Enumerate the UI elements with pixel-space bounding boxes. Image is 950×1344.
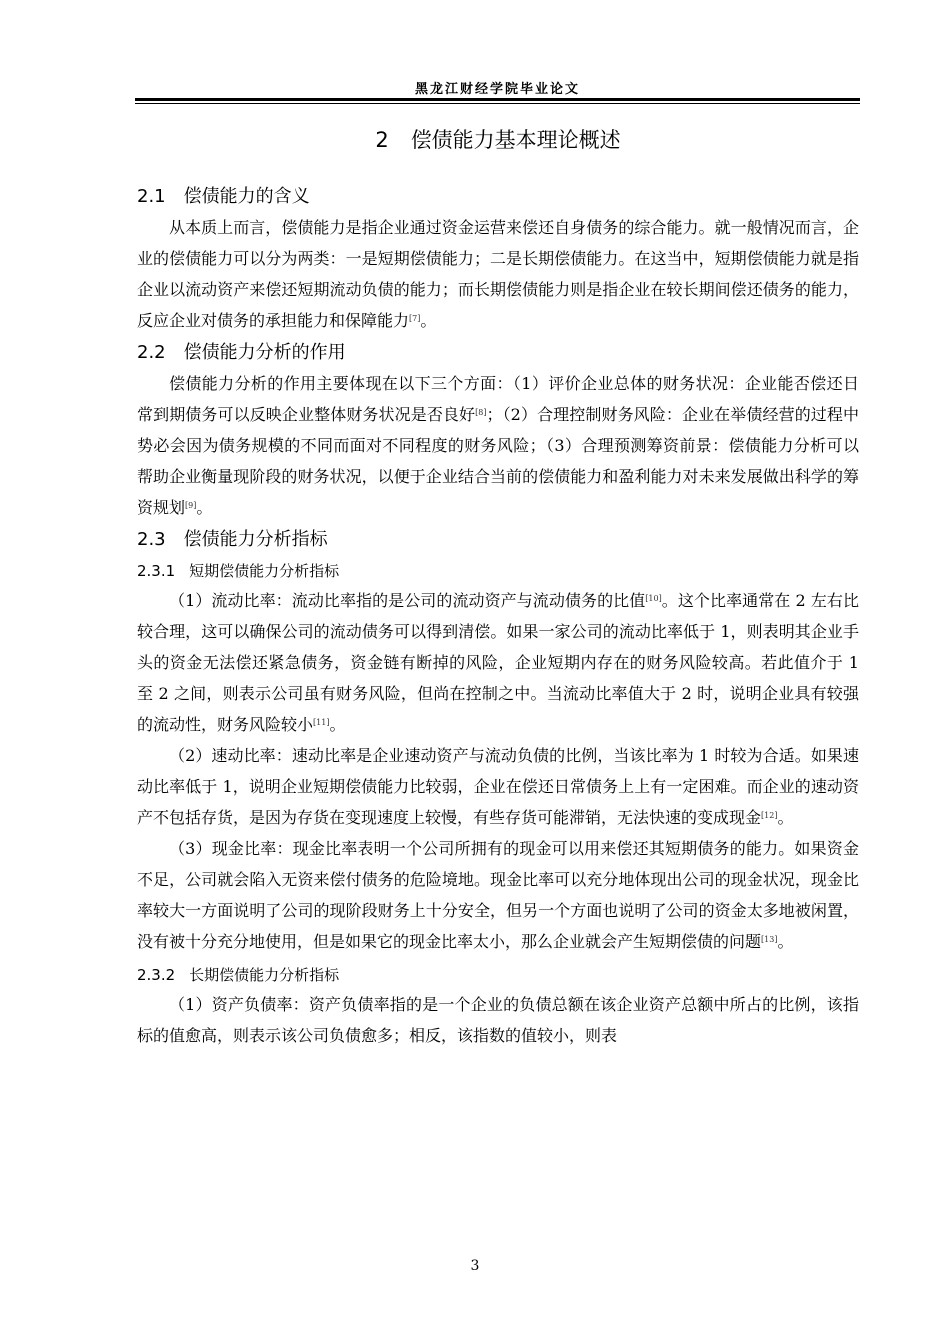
paragraph-text: ；（2）合理控制财务风险：企业在举债经营的过程中势必会因为债务规模的不同而面对不同程度的财务风险；（3）合理预测筹资前景：偿债能力分析可以帮助企业衡量现阶段的财务状况，以便于企业结合当前的偿债能力和盈利能力对未来发展做出科学的筹资规划 xyxy=(137,405,859,517)
paragraph xyxy=(137,989,859,1051)
paragraph xyxy=(137,212,859,336)
page-number: 3 xyxy=(470,1258,480,1274)
chapter-title-text: 偿债能力基本理论概述 xyxy=(410,128,621,152)
paragraph-text: 。这个比率通常在 2 左右比较合理，这可以确保公司的流动债务可以得到清偿。如果一家公司的流动比率低于 1，则表明其企业手头的资金无法偿还紧急债务，资金链有断掉的风险，企业短期内存在的财务风险较高。若此值介于 1 至 2 之间，则表示公司虽有财务风险，但尚在控制之中。当流动比率值大于 2 时，说明企业具有较强的流动性，财务风险较小 xyxy=(137,591,859,734)
citation: [10] xyxy=(645,594,662,603)
section-heading-2-1 xyxy=(137,184,859,210)
paragraph-text: 偿债能力分析的作用主要体现在以下三个方面：（1）评价企业总体的财务状况：企业能否偿还日常到期债务可以反映企业整体财务状况是否良好 xyxy=(137,374,859,424)
citation: [12] xyxy=(761,811,778,820)
section-title: 偿债能力分析的作用 xyxy=(183,342,346,363)
subsection-heading-2-3-1 xyxy=(137,559,859,583)
section-title: 偿债能力分析指标 xyxy=(183,529,328,550)
section-title: 偿债能力的含义 xyxy=(183,186,310,207)
paragraph xyxy=(137,368,859,523)
subsection-number: 2.3.2 xyxy=(137,966,176,984)
subsection-title: 长期偿债能力分析指标 xyxy=(189,966,340,984)
section-number: 2.1 xyxy=(137,186,166,207)
paragraph-end: 。 xyxy=(777,808,794,827)
paragraph-text: （1）流动比率：流动比率指的是公司的流动资产与流动债务的比值 xyxy=(169,591,646,610)
paragraph-end: 。 xyxy=(196,498,213,517)
chapter-number: 2 xyxy=(375,128,389,152)
paragraph xyxy=(137,833,859,957)
subsection-number: 2.3.1 xyxy=(137,562,176,580)
section-heading-2-2 xyxy=(137,340,859,366)
citation: [8] xyxy=(475,408,487,417)
section-heading-2-3 xyxy=(137,527,859,553)
section-number: 2.3 xyxy=(137,529,166,550)
paragraph-end: 。 xyxy=(329,715,346,734)
citation: [11] xyxy=(313,718,330,727)
page-body xyxy=(137,120,859,1051)
chapter-title xyxy=(137,120,859,160)
citation: [13] xyxy=(761,935,778,944)
citation: [7] xyxy=(409,314,421,323)
header-rule-thick xyxy=(135,98,860,101)
paragraph xyxy=(137,585,859,740)
subsection-heading-2-3-2 xyxy=(137,963,859,987)
paragraph-text: （1）资产负债率：资产负债率指的是一个企业的负债总额在该企业资产总额中所占的比例，该指标的值愈高，则表示该公司负债愈多；相反，该指数的值较小，则表 xyxy=(137,995,859,1045)
paragraph-text: （3）现金比率：现金比率表明一个公司所拥有的现金可以用来偿还其短期债务的能力。如果资金不足，公司就会陷入无资来偿付债务的危险境地。现金比率可以充分地体现出公司的现金状况，现金比率较大一方面说明了公司的现阶段财务上十分安全，但另一个方面也说明了公司的资金太多地被闲置，没有被十分充分地使用，但是如果它的现金比率太小，那么企业就会产生短期偿债的问题 xyxy=(137,839,859,951)
paragraph xyxy=(137,740,859,833)
paragraph-end: 。 xyxy=(420,311,437,330)
section-number: 2.2 xyxy=(137,342,166,363)
header-rule-thin xyxy=(135,103,860,104)
subsection-title: 短期偿债能力分析指标 xyxy=(189,562,340,580)
paragraph-end: 。 xyxy=(777,932,794,951)
running-header: 黑龙江财经学院毕业论文 xyxy=(414,82,580,97)
paragraph-text: 从本质上而言，偿债能力是指企业通过资金运营来偿还自身债务的综合能力。就一般情况而言，企业的偿债能力可以分为两类：一是短期偿债能力；二是长期偿债能力。在这当中，短期偿债能力就是指企业以流动资产来偿还短期流动负债的能力；而长期偿债能力则是指企业在较长期间偿还债务的能力，反应企业对债务的承担能力和保障能力 xyxy=(137,218,859,330)
paragraph-text: （2）速动比率：速动比率是企业速动资产与流动负债的比例，当该比率为 1 时较为合适。如果速动比率低于 1，说明企业短期偿债能力比较弱，企业在偿还日常债务上上有一定困难。而企业的速动资产不包括存货，是因为存货在变现速度上较慢，有些存货可能滞销，无法快速的变成现金 xyxy=(137,746,859,827)
citation: [9] xyxy=(185,501,197,510)
